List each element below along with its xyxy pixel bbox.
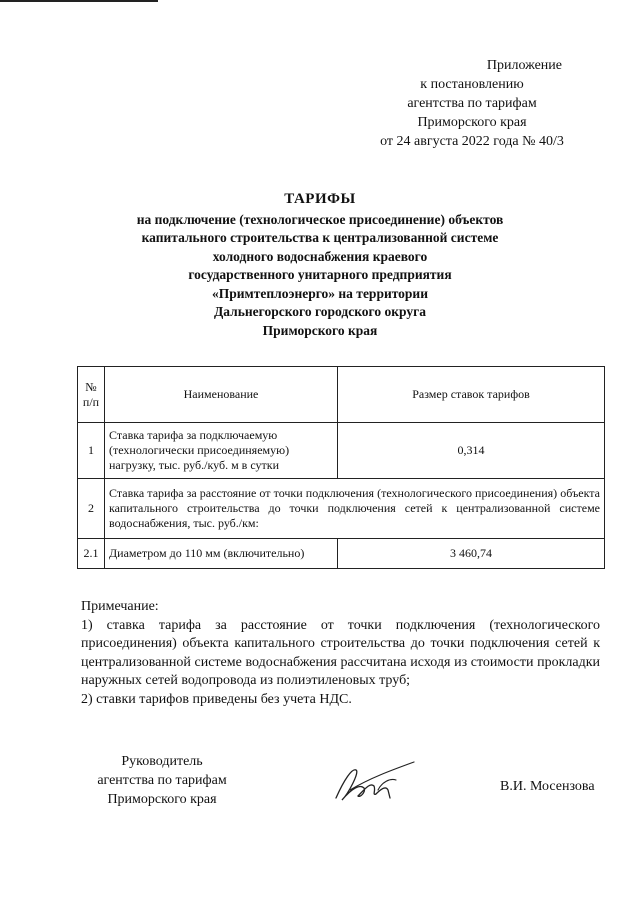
table-row bbox=[78, 539, 605, 569]
note-item-2: 2) ставки тарифов приведены без учета НДС. bbox=[81, 691, 352, 707]
row-value: 3 460,74 bbox=[338, 539, 605, 569]
heading-line: Дальнегорского городского округа bbox=[214, 304, 426, 319]
table-row bbox=[78, 423, 605, 479]
heading-line: капитального строительства к централизованной системе bbox=[141, 230, 499, 245]
appendix-block bbox=[352, 56, 592, 151]
heading-line: государственного унитарного предприятия bbox=[188, 267, 452, 282]
top-edge-line bbox=[0, 0, 158, 2]
handwritten-signature bbox=[330, 760, 420, 810]
row-value: 0,314 bbox=[338, 423, 605, 479]
table-header-row bbox=[78, 367, 605, 423]
signatory-line-2: агентства по тарифам bbox=[97, 773, 227, 788]
row-spanning-text: Ставка тарифа за расстояние от точки подключения (технологического присоединения) объекта капитального строительства до точки подключения сетей к централизованной системе водоснабжения, тыс. руб./км: bbox=[105, 479, 605, 539]
document-title: ТАРИФЫ bbox=[284, 191, 356, 207]
heading-line: Приморского края bbox=[262, 322, 378, 338]
appendix-line-2: агентства по тарифам bbox=[407, 96, 537, 111]
header-num: № п/п bbox=[78, 367, 105, 423]
note-title: Примечание: bbox=[81, 599, 159, 614]
appendix-line-1: к постановлению bbox=[420, 77, 524, 92]
document-heading bbox=[100, 190, 540, 340]
heading-line: холодного водоснабжения краевого bbox=[212, 248, 428, 264]
heading-line: «Примтеплоэнерго» на территории bbox=[212, 285, 428, 301]
row-num: 1 bbox=[78, 423, 105, 479]
signatory-line-3: Приморского края bbox=[107, 792, 217, 807]
appendix-title: Приложение bbox=[486, 58, 562, 73]
row-num: 2 bbox=[78, 479, 105, 539]
table-row bbox=[78, 479, 605, 539]
heading-line: на подключение (технологическое присоединение) объектов bbox=[136, 211, 504, 227]
tariffs-table bbox=[77, 366, 605, 569]
appendix-line-3: Приморского края bbox=[417, 115, 527, 130]
header-rate: Размер ставок тарифов bbox=[338, 367, 605, 423]
row-num: 2.1 bbox=[78, 539, 105, 569]
row-name: Ставка тарифа за подключаемую (технологически присоединяемую) нагрузку, тыс. руб./куб. м в сутки bbox=[105, 423, 338, 479]
signer-name: В.И. Мосензова bbox=[500, 779, 595, 794]
header-name: Наименование bbox=[105, 367, 338, 423]
signatory-position bbox=[62, 752, 262, 809]
note-item-1: 1) ставка тарифа за расстояние от точки подключения (технологического присоединения) объекта капитального строительства до точки подключения сетей к централизованной системе водоснабжения рассчитана исходя из стоимости прокладки наружных сетей водопровода из полиэтиленовых труб; bbox=[81, 617, 600, 688]
appendix-line-4: от 24 августа 2022 года № 40/3 bbox=[380, 134, 564, 149]
note-block bbox=[81, 598, 600, 709]
signatory-line-1: Руководитель bbox=[121, 754, 203, 769]
row-name: Диаметром до 110 мм (включительно) bbox=[105, 539, 338, 569]
